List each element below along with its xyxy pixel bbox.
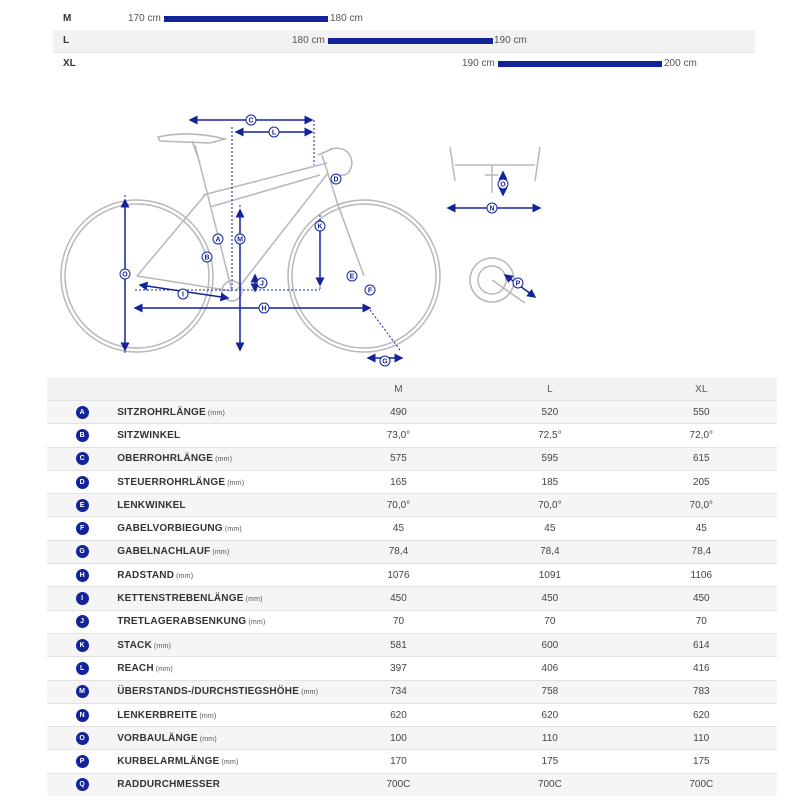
row-name: SITZWINKEL: [117, 429, 181, 441]
row-value-m: 620: [323, 703, 474, 726]
table-row: [47, 401, 777, 424]
size-range-row-xl: [53, 52, 755, 75]
table-row: [47, 633, 777, 656]
diagram-badge-a: [213, 234, 223, 244]
row-key-cell: [47, 447, 117, 470]
row-key-badge: A: [76, 406, 89, 419]
svg-text:E: E: [349, 273, 355, 281]
row-key-badge: Q: [76, 778, 89, 791]
row-key-badge: L: [76, 662, 89, 675]
svg-text:J: J: [260, 280, 264, 288]
svg-text:P: P: [515, 280, 521, 288]
row-name-cell: [117, 750, 323, 773]
row-name-cell: [117, 773, 323, 796]
size-label: XL: [63, 58, 76, 69]
row-value-l: 700C: [474, 773, 625, 796]
size-range-row-l: [53, 30, 755, 52]
seat-tube: [195, 145, 232, 291]
column-header-l: L: [474, 378, 625, 401]
row-unit: (mm): [227, 479, 245, 487]
diagram-badge-l: [269, 127, 279, 137]
table-row: [47, 494, 777, 517]
row-key-badge: G: [76, 545, 89, 558]
header-spacer: [117, 378, 323, 401]
bike-geometry-diagram: [0, 95, 800, 375]
row-name: REACH: [117, 662, 154, 674]
row-key-badge: I: [76, 592, 89, 605]
row-value-m: 581: [323, 633, 474, 656]
row-value-l: 520: [474, 401, 625, 424]
range-min: 170 cm: [128, 13, 161, 24]
row-key-cell: [47, 424, 117, 447]
row-value-l: 175: [474, 750, 625, 773]
row-value-l: 406: [474, 657, 625, 680]
table-row: [47, 517, 777, 540]
row-value-m: 73,0°: [323, 424, 474, 447]
row-value-xl: 110: [626, 727, 777, 750]
row-value-xl: 70: [626, 610, 777, 633]
row-value-l: 78,4: [474, 540, 625, 563]
row-name-cell: [117, 564, 323, 587]
row-name: ÜBERSTANDS-/DURCHSTIEGSHÖHE: [117, 686, 300, 698]
table-row: [47, 750, 777, 773]
diagram-badge-d: [331, 174, 341, 184]
row-value-m: 490: [323, 401, 474, 424]
row-value-m: 70: [323, 610, 474, 633]
row-value-l: 110: [474, 727, 625, 750]
row-key-badge: H: [76, 569, 89, 582]
row-unit: (mm): [199, 712, 217, 720]
row-name: VORBAULÄNGE: [117, 732, 198, 744]
row-value-m: 165: [323, 470, 474, 493]
row-name-cell: [117, 657, 323, 680]
row-key-badge: C: [76, 452, 89, 465]
svg-text:B: B: [204, 254, 210, 262]
svg-text:H: H: [261, 305, 267, 313]
svg-text:O: O: [500, 181, 506, 189]
row-value-l: 45: [474, 517, 625, 540]
row-value-m: 100: [323, 727, 474, 750]
row-unit: (mm): [245, 596, 263, 604]
svg-text:D: D: [333, 176, 339, 184]
row-unit: (mm): [176, 572, 194, 580]
row-name: RADDURCHMESSER: [117, 779, 220, 791]
range-bar: [164, 16, 328, 22]
range-min: 180 cm: [292, 35, 325, 46]
row-value-xl: 620: [626, 703, 777, 726]
row-name-cell: [117, 680, 323, 703]
row-value-xl: 175: [626, 750, 777, 773]
row-name-cell: [117, 703, 323, 726]
diagram-badge-k: [315, 221, 325, 231]
diagram-badge-i: [178, 289, 188, 299]
row-unit: (mm): [224, 526, 242, 534]
row-key-cell: [47, 494, 117, 517]
diagram-badge-h: [259, 303, 269, 313]
row-unit: (mm): [301, 689, 319, 697]
geometry-table: [47, 378, 777, 796]
row-value-m: 397: [323, 657, 474, 680]
row-name: OBERROHRLÄNGE: [117, 453, 214, 465]
handlebar-top-view: [450, 147, 540, 193]
row-key-cell: [47, 401, 117, 424]
row-value-m: 70,0°: [323, 494, 474, 517]
fork: [338, 205, 364, 276]
size-label: M: [63, 13, 72, 24]
row-name-cell: [117, 424, 323, 447]
measure-arrows: [125, 117, 540, 358]
row-key-cell: [47, 587, 117, 610]
dimension-lines: [125, 117, 400, 353]
row-name-cell: [117, 727, 323, 750]
table-row: [47, 610, 777, 633]
row-value-l: 72,5°: [474, 424, 625, 447]
row-name-cell: [117, 447, 323, 470]
row-key-cell: [47, 517, 117, 540]
row-value-l: 70: [474, 610, 625, 633]
table-row: [47, 657, 777, 680]
row-name-cell: [117, 633, 323, 656]
row-name: TRETLAGERABSENKUNG: [117, 616, 247, 628]
row-unit: (mm): [212, 549, 230, 557]
svg-text:L: L: [271, 129, 277, 137]
svg-text:F: F: [367, 287, 373, 295]
row-value-l: 1091: [474, 564, 625, 587]
row-unit: (mm): [199, 735, 217, 743]
row-name: LENKERBREITE: [117, 709, 198, 721]
row-key-cell: [47, 657, 117, 680]
row-name: KETTENSTREBENLÄNGE: [117, 593, 244, 605]
down-tube: [210, 175, 320, 207]
geometry-table-body: [47, 401, 777, 797]
row-value-m: 1076: [323, 564, 474, 587]
table-row: [47, 470, 777, 493]
row-name: GABELVORBIEGUNG: [117, 523, 223, 535]
row-key-badge: N: [76, 709, 89, 722]
row-key-cell: [47, 727, 117, 750]
diagram-badge-e: [347, 271, 357, 281]
row-name: STACK: [117, 639, 152, 651]
row-name-cell: [117, 401, 323, 424]
diagram-badge-f: [365, 285, 375, 295]
column-header-m: M: [323, 378, 474, 401]
svg-text:A: A: [215, 236, 221, 244]
row-value-xl: 1106: [626, 564, 777, 587]
row-value-xl: 70,0°: [626, 494, 777, 517]
table-row: [47, 703, 777, 726]
row-value-xl: 700C: [626, 773, 777, 796]
diagram-badge-o-left: [120, 269, 130, 279]
row-unit: (mm): [153, 642, 172, 650]
row-value-xl: 416: [626, 657, 777, 680]
row-value-l: 620: [474, 703, 625, 726]
diagram-letter-badges: [120, 115, 523, 366]
svg-text:G: G: [382, 358, 388, 366]
range-min: 190 cm: [462, 58, 495, 69]
table-row: [47, 424, 777, 447]
row-value-xl: 615: [626, 447, 777, 470]
table-row: [47, 727, 777, 750]
down-tube-lower: [236, 173, 328, 291]
range-max: 190 cm: [494, 35, 527, 46]
row-name-cell: [117, 494, 323, 517]
row-value-l: 185: [474, 470, 625, 493]
row-name: LENKWINKEL: [117, 499, 186, 511]
diagram-badge-j: [257, 278, 267, 288]
row-name: RADSTAND: [117, 569, 175, 581]
row-key-cell: [47, 610, 117, 633]
row-name: SITZROHRLÄNGE: [117, 406, 206, 418]
row-unit: (mm): [221, 759, 239, 767]
table-row: [47, 680, 777, 703]
row-key-cell: [47, 470, 117, 493]
table-row: [47, 773, 777, 796]
range-max: 180 cm: [330, 13, 363, 24]
row-value-m: 170: [323, 750, 474, 773]
bike-frame-outline: [61, 134, 540, 352]
svg-text:C: C: [248, 117, 254, 125]
diagram-badge-m: [235, 234, 245, 244]
row-value-xl: 450: [626, 587, 777, 610]
row-unit: (mm): [215, 456, 233, 464]
row-value-l: 70,0°: [474, 494, 625, 517]
row-value-l: 450: [474, 587, 625, 610]
svg-text:I: I: [182, 291, 184, 299]
row-key-cell: [47, 564, 117, 587]
row-key-badge: O: [76, 732, 89, 745]
handlebar: [330, 148, 352, 175]
column-header-xl: XL: [626, 378, 777, 401]
row-key-badge: M: [76, 685, 89, 698]
row-key-badge: B: [76, 429, 89, 442]
range-max: 200 cm: [664, 58, 697, 69]
seatpost: [192, 141, 200, 163]
size-label: L: [63, 35, 70, 46]
row-name: GABELNACHLAUF: [117, 546, 211, 558]
row-value-m: 734: [323, 680, 474, 703]
diagram-badge-g: [380, 356, 390, 366]
row-value-xl: 783: [626, 680, 777, 703]
row-value-l: 595: [474, 447, 625, 470]
table-row: [47, 540, 777, 563]
diagram-badge-o-right: [498, 179, 508, 189]
header-spacer: [47, 378, 117, 401]
table-header-row: [47, 378, 777, 401]
row-key-cell: [47, 680, 117, 703]
diagram-badge-b: [202, 252, 212, 262]
size-range-row-m: [53, 8, 755, 30]
row-name-cell: [117, 610, 323, 633]
row-key-badge: J: [76, 615, 89, 628]
svg-text:O: O: [122, 271, 128, 279]
row-value-m: 450: [323, 587, 474, 610]
diagram-badge-p: [513, 278, 523, 288]
svg-text:K: K: [317, 223, 323, 231]
row-value-m: 700C: [323, 773, 474, 796]
seat-stay: [137, 195, 205, 276]
stem: [318, 149, 332, 155]
table-row: [47, 587, 777, 610]
diagram-badge-n: [487, 203, 497, 213]
row-value-xl: 550: [626, 401, 777, 424]
row-unit: (mm): [155, 665, 173, 673]
row-key-badge: K: [76, 639, 89, 652]
row-value-m: 45: [323, 517, 474, 540]
row-name-cell: [117, 587, 323, 610]
row-unit: (mm): [207, 409, 226, 417]
table-row: [47, 447, 777, 470]
diagram-badge-c: [246, 115, 256, 125]
row-value-xl: 45: [626, 517, 777, 540]
row-value-m: 575: [323, 447, 474, 470]
row-unit: (mm): [248, 619, 266, 627]
row-value-l: 758: [474, 680, 625, 703]
row-key-badge: E: [76, 499, 89, 512]
row-key-badge: F: [76, 522, 89, 535]
row-name-cell: [117, 540, 323, 563]
row-key-cell: [47, 750, 117, 773]
row-key-cell: [47, 633, 117, 656]
row-value-xl: 78,4: [626, 540, 777, 563]
row-value-xl: 614: [626, 633, 777, 656]
row-key-cell: [47, 773, 117, 796]
row-key-cell: [47, 540, 117, 563]
row-name-cell: [117, 517, 323, 540]
row-key-cell: [47, 703, 117, 726]
row-value-xl: 205: [626, 470, 777, 493]
row-key-badge: P: [76, 755, 89, 768]
row-name: STEUERROHRLÄNGE: [117, 476, 226, 488]
range-bar: [328, 38, 493, 44]
table-row: [47, 564, 777, 587]
row-name-cell: [117, 470, 323, 493]
row-value-xl: 72,0°: [626, 424, 777, 447]
svg-text:N: N: [489, 205, 495, 213]
row-value-m: 78,4: [323, 540, 474, 563]
range-bar: [498, 61, 662, 67]
row-name: KURBELARMLÄNGE: [117, 756, 220, 768]
row-value-l: 600: [474, 633, 625, 656]
row-key-badge: D: [76, 476, 89, 489]
svg-text:M: M: [237, 236, 243, 244]
